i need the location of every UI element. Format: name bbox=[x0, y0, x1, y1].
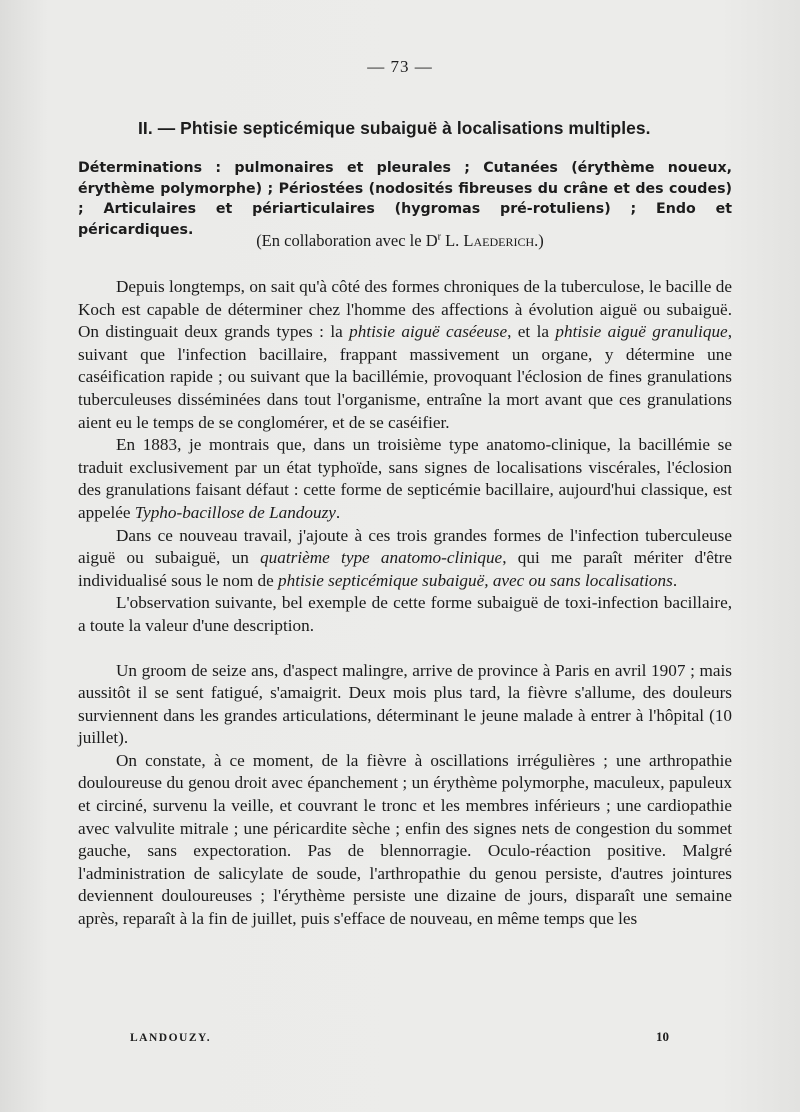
paragraph-5: Un groom de seize ans, d'aspect malingre, arrive de province à Paris en avril 1907 ; mais aussitôt il se sent fatigué, s'amaigrit. Deux mois plus tard, la fièvre s'allume, des douleurs surviennent dans les grandes articulations, déterminant le jeune malade à entrer à l'hôpital (10 juillet). bbox=[78, 660, 732, 748]
p3-text-1: Dans ce nouveau travail, j'ajoute à ces trois grandes formes de l'infection tuberculeuse aiguë ou subaiguë, un bbox=[78, 525, 732, 568]
paragraph-2 bbox=[78, 434, 732, 524]
collaboration-suffix: .) bbox=[534, 231, 544, 250]
collaboration-initial: L. bbox=[440, 231, 464, 250]
p2-italic-1: Typho-bacillose de Landouzy bbox=[134, 502, 336, 522]
paragraph-6: On constate, à ce moment, de la fièvre à oscillations irrégulières ; une arthropathie douloureuse du genou droit avec épanchement ; un érythème polymorphe, maculeux, papuleux et circiné, survenu la veille, et couvrant le tronc et les membres inférieurs ; une cardiopathie avec valvulite mitrale ; une péricardite sèche ; enfin des signes nets de congestion du sommet gauche, sans expectoration. Pas de blennorragie. Oculo-réaction positive. Malgré l'administration de salicylate de soude, l'arthropathie du genou persiste, d'autres jointures deviennent douloureuses ; l'érythème persiste une dizaine de jours, disparaît une semaine après, reparaît à la fin de juillet, puis s'efface de nouveau, en même temps que les bbox=[78, 750, 732, 929]
p3-text-3: . bbox=[672, 570, 678, 590]
p1-text-1: Depuis longtemps, on sait qu'à côté des formes chroniques de la tuberculose, le bacille de Koch est capable de déterminer chez l'homme des affections à évolution aiguë ou subaiguë. On distinguait deux grands types : la bbox=[78, 277, 732, 342]
p1-text-3: , suivant que l'infection bacillaire, frappant massivement un organe, y détermine une caséification rapide ; ou suivant que la bacillémie, provoquant l'éclosion de fines granulations tuberculeuses disséminées dans tout l'organisme, entraîne la mort avant que ces granulations aient eu le temps de se conglomérer, et de se caséifier. bbox=[78, 322, 732, 432]
paragraph-3 bbox=[78, 525, 732, 593]
footer-author: LANDOUZY. bbox=[130, 1032, 212, 1044]
p3-italic-1: quatrième type anatomo-clinique bbox=[260, 548, 503, 568]
p2-text-1: En 1883, je montrais que, dans un troisième type anatomo-clinique, la bacillémie se traduit exclusivement par un état typhoïde, sans signes de localisations viscérales, l'éclosion des granulations faisant défaut : cette forme de septicémie bacillaire, aujourd'hui classique, est appelée bbox=[78, 435, 732, 522]
collaboration-note bbox=[0, 231, 800, 251]
body-text bbox=[78, 276, 732, 931]
paragraph-4: L'observation suivante, bel exemple de cette forme subaiguë de toxi-infection bacillaire, a toute la valeur d'une description. bbox=[78, 593, 732, 635]
determinations-summary: Déterminations : pulmonaires et pleurales ; Cutanées (érythème noueux, érythème polymorphe) ; Périostées (nodosités fibreuses du crâne et des coudes) ; Articulaires et périarticulaires (hygromas pré-rotuliens) ; Endo et péricardiques. bbox=[78, 160, 732, 238]
p3-italic-2: phtisie septicémique subaiguë, avec ou sans localisations bbox=[278, 570, 673, 590]
collaboration-prefix: (En collaboration avec le D bbox=[256, 231, 438, 250]
collaboration-sup: r bbox=[437, 231, 441, 243]
footer-signature-mark: 10 bbox=[656, 1029, 669, 1044]
paragraph-1 bbox=[78, 276, 732, 434]
p2-text-2: . bbox=[335, 502, 341, 522]
section-heading: II. — Phtisie septicémique subaiguë à localisations multiples. bbox=[138, 118, 651, 138]
p1-italic-2: phtisie aiguë granulique bbox=[555, 322, 728, 342]
p1-italic-1: phtisie aiguë caséeuse bbox=[349, 322, 508, 342]
p1-text-2: , et la bbox=[507, 322, 556, 342]
collaborator-name: Laederich bbox=[463, 231, 535, 250]
p3-text-2: , qui me paraît mériter d'être individualisé sous le nom de bbox=[78, 548, 732, 590]
page-number: — 73 — bbox=[367, 57, 433, 76]
